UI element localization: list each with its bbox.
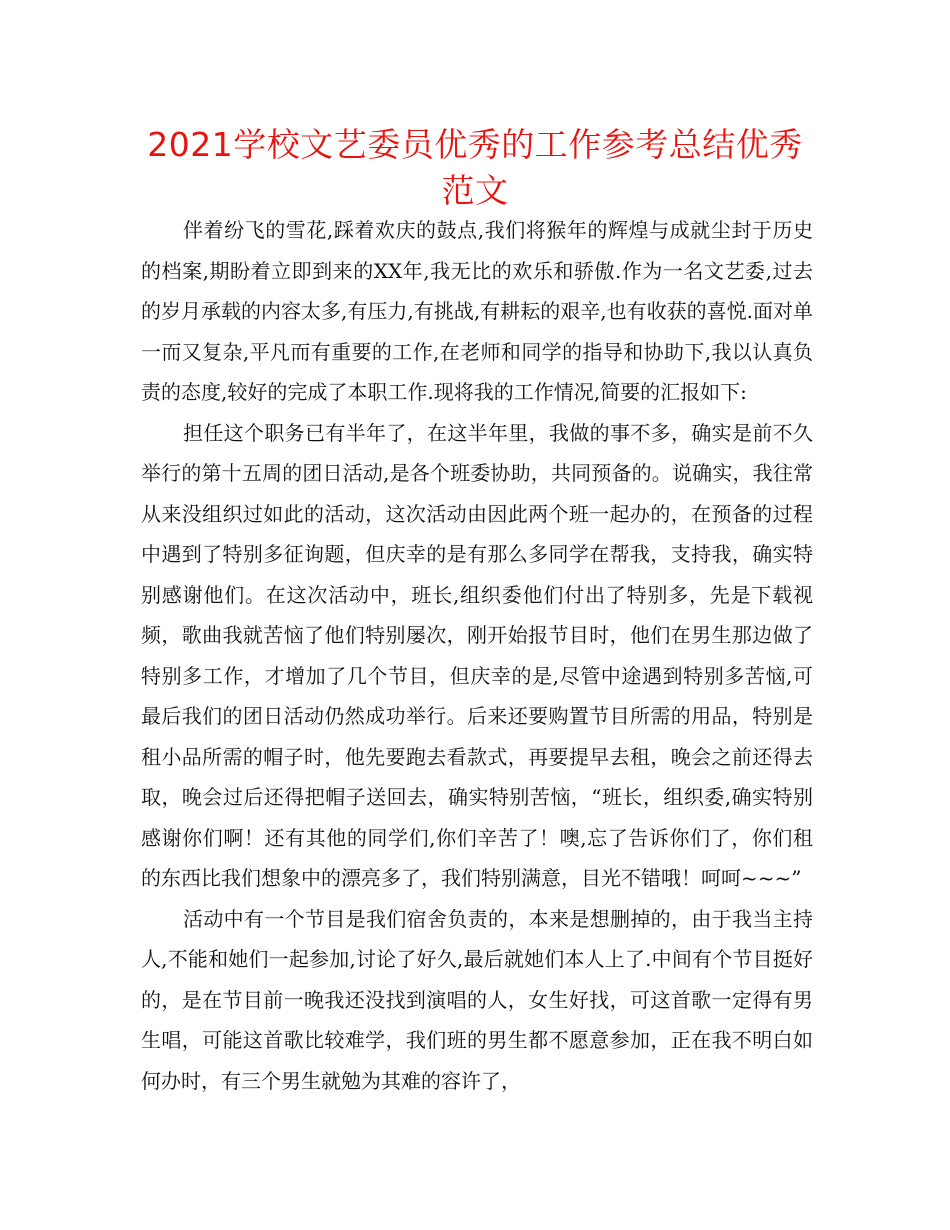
paragraph-program: 活动中有一个节目是我们宿舍负责的，本来是想删掉的，由于我当主持人,不能和她们一起参加,讨论了好久,最后就她们本人上了.中间有个节目挺好的，是在节目前一晚我还没找到演唱的人，女生好找，可这首歌一定得有男生唱，可能这首歌比较难学，我们班的男生都不愿意参加，正在我不明白如何办时，有三个男生就勉为其难的容许了， [141,906,813,1093]
paragraph-intro: 伴着纷飞的雪花,踩着欢庆的鼓点,我们将猴年的辉煌与成就尘封于历史的档案,期盼着立即到来的XX年,我无比的欢乐和骄傲.作为一名文艺委,过去的岁月承载的内容太多,有压力,有挑战,有耕耘的艰辛,也有收获的喜悦.面对单一而又复杂,平凡而有重要的工作,在老师和同学的指导和协助下,我以认真负责的态度,较好的完成了本职工作.现将我的工作情况,简要的汇报如下: [141,218,813,404]
document-title: 2021学校文艺委员优秀的工作参考总结优秀范文 [147,125,803,210]
paragraph-activity: 担任这个职务已有半年了，在这半年里，我做的事不多，确实是前不久举行的第十五周的团日活动,是各个班委协助，共同预备的。说确实，我往常从来没组织过如此的活动，这次活动由因此两个班一起办的，在预备的过程中遇到了特别多征询题，但庆幸的是有那么多同学在帮我，支持我，确实特别感谢他们。在这次活动中，班长,组织委他们付出了特别多，先是下载视频，歌曲我就苦恼了他们特别屡次，刚开始报节目时，他们在男生那边做了特别多工作，才增加了几个节目，但庆幸的是,尽管中途遇到特别多苦恼,可最后我们的团日活动仍然成功举行。后来还要购置节目所需的用品，特别是租小品所需的帽子时，他先要跑去看款式，再要提早去租，晚会之前还得去取，晚会过后还得把帽子送回去，确实特别苦恼，“班长，组织委,确实特别感谢你们啊！还有其他的同学们,你们辛苦了！噢,忘了告诉你们了，你们租的东西比我们想象中的漂亮多了，我们特别满意，目光不错哦！呵呵~~~” [141,420,813,890]
document-body [141,210,813,1101]
